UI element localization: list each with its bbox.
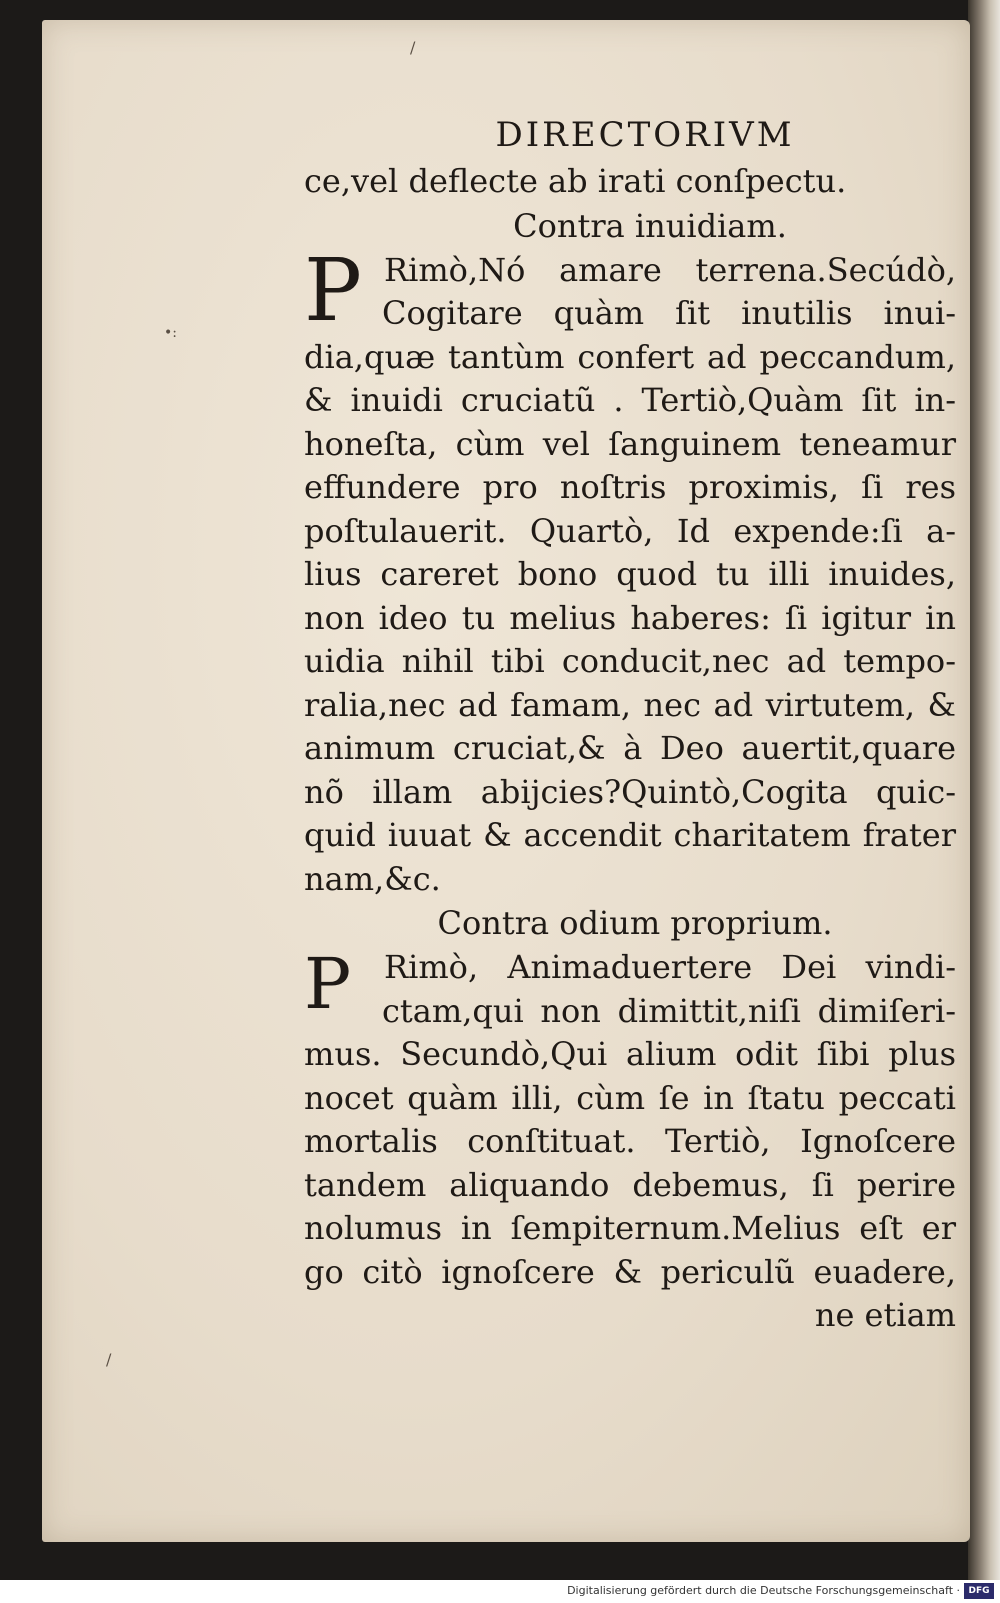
text-line: mortalis conſtituat. Tertiò, Ignoſcere <box>304 1122 956 1160</box>
paragraph-inuidiam <box>304 240 956 902</box>
catchword: ne etiam <box>814 1296 956 1334</box>
text-line: non ideo tu melius haberes: ſi igitur in <box>304 598 956 637</box>
book-edge <box>968 0 1000 1580</box>
text-line: ctam,qui non dimittit,niſi dimiſeri- <box>382 991 956 1030</box>
text-line: quid iuuat & accendit charitatem frater <box>304 816 956 854</box>
book-page <box>42 20 970 1542</box>
text-line: tandem aliquando debemus, ſi perire <box>304 1165 956 1204</box>
section-heading: Contra inuidiam. <box>513 206 787 245</box>
text-line: animum cruciat,& à Deo auertit,quare <box>304 729 956 767</box>
text-line: Cogitare quàm ſit inutilis inui- <box>382 294 956 332</box>
text-line: nolumus in ſempiternum.Melius eſt er <box>304 1209 956 1247</box>
text-line: ce,vel deflecte ab irati conſpectu. <box>304 162 847 200</box>
text-line: nõ illam abijcies?Quintò,Cogita quic- <box>304 772 956 811</box>
text-line: honeſta, cùm vel ſanguinem teneamur <box>304 424 956 463</box>
text-line: poſtulauerit. Quartò, Id expende:ſi a- <box>304 511 956 550</box>
stray-mark: / <box>106 1350 112 1369</box>
text-line: mus. Secundò,Qui alium odit ſibi plus <box>304 1035 956 1073</box>
running-head: DIRECTORIVM <box>495 115 795 155</box>
text-line: Rimò,Nó amare terrena.Secúdò, <box>384 250 956 289</box>
text-line: lius careret bono quod tu illi inuides, <box>304 555 956 593</box>
drop-cap: P <box>304 943 352 1025</box>
stray-mark: / <box>410 38 416 57</box>
text-line: ralia,nec ad famam, nec ad virtutem, & <box>304 685 956 724</box>
text-line: go citò ignoſcere & periculũ euadere, <box>304 1252 956 1291</box>
footer-bar <box>0 1580 1000 1603</box>
footer-credit: Digitalisierung gefördert durch die Deutsche Forschungsgemeinschaft · <box>567 1584 960 1597</box>
stray-mark: •: <box>164 325 177 341</box>
text-line: nocet quàm illi, cùm ſe in ſtatu peccati <box>304 1078 956 1117</box>
paragraph-odium <box>304 943 956 1294</box>
text-line: Rimò, Animaduertere Dei vindi- <box>384 948 956 986</box>
text-line: dia,quæ tantùm confert ad peccandum, <box>304 337 956 376</box>
drop-cap: P <box>304 240 362 341</box>
text-line: uidia nihil tibi conducit,nec ad tempo- <box>304 642 956 680</box>
text-line: & inuidi cruciatũ . Tertiò,Quàm ſit in- <box>304 381 956 419</box>
text-block <box>304 110 956 1338</box>
text-line: effundere pro noſtris proximis, ſi res <box>304 468 956 506</box>
section-heading: Contra odium proprium. <box>437 904 833 942</box>
text-line: nam,&c. <box>304 859 441 898</box>
dfg-logo-icon: DFG <box>964 1583 994 1599</box>
